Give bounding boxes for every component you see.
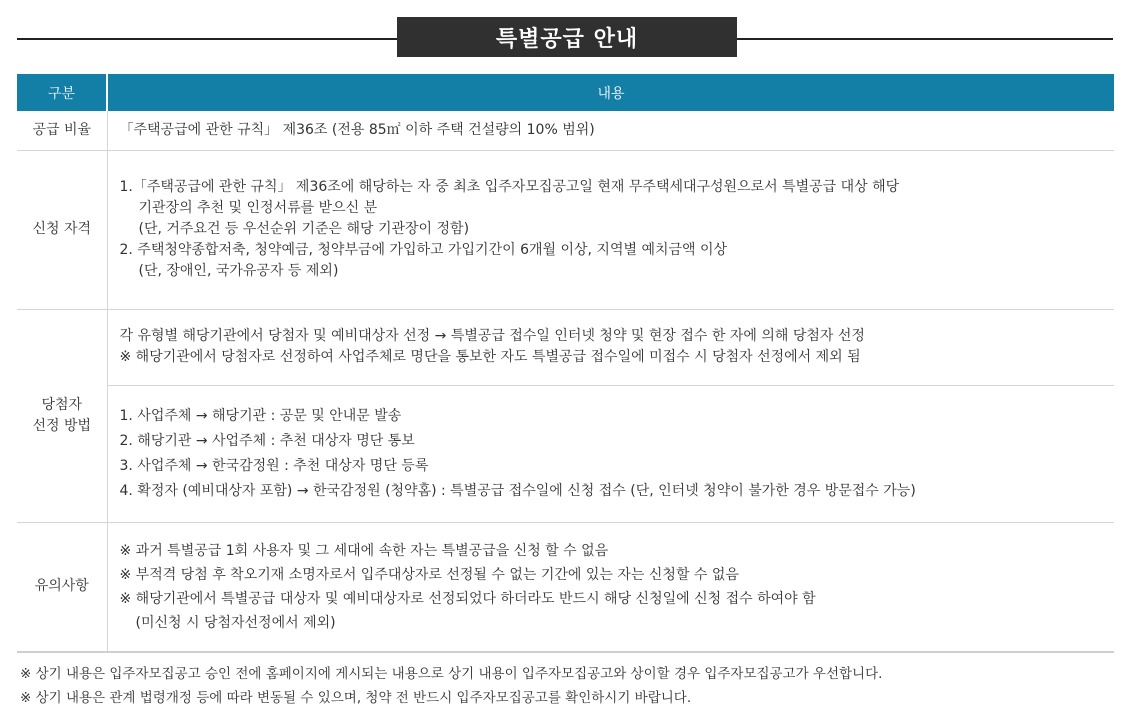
notice-line-2: ※ 부적격 당첨 후 착오기재 소명자로서 입주대상자로 선정될 수 없는 기간에 있는 자는 신청할 수 없음 [119,566,739,583]
row-label-selection [17,309,107,522]
row-label-qualification: 신청 자격 [17,150,107,309]
selection-step-1: 1. 사업주체 → 해당기관 : 공문 및 안내문 발송 [119,407,402,424]
selection-part1-line-1: 각 유형별 해당기관에서 당첨자 및 예비대상자 선정 → 특별공급 접수일 인터넷 청약 및 현장 접수 한 자에 의해 당첨자 선정 [119,328,865,344]
selection-step-2: 2. 해당기관 → 사업주체 : 추천 대상자 명단 통보 [119,432,415,449]
page-title: 특별공급 안내 [397,17,737,57]
ratio-text: 「주택공급에 관한 규칙」 제36조 (전용 85㎡ 이하 주택 건설량의 10% 범위) [107,111,1114,150]
selection-step-4: 4. 확정자 (예비대상자 포함) → 한국감정원 (청약홈) : 특별공급 접수일에 신청 접수 (단, 인터넷 청약이 불가한 경우 방문접수 가능) [119,482,916,499]
footnotes [20,662,882,710]
table-row-ratio [17,111,1114,150]
qualification-content [107,150,1114,309]
selection-part1 [107,309,1114,385]
row-label-selection-line2: 선정 방법 [32,417,92,434]
selection-step-3: 3. 사업주체 → 한국감정원 : 추천 대상자 명단 등록 [119,457,429,474]
row-label-ratio: 공급 비율 [17,111,107,150]
column-header-category: 구분 [17,74,107,111]
table-row-selection-part1 [17,309,1114,385]
qualification-line-2: 기관장의 추천 및 인정서류를 받으신 분 [138,200,378,216]
selection-part2 [107,385,1114,522]
footnote-2: ※ 상기 내용은 관계 법령개정 등에 따라 변동될 수 있으며, 청약 전 반드시 입주자모집공고를 확인하시기 바랍니다. [20,690,692,706]
table-row-notice [17,522,1114,652]
notice-content [107,522,1114,652]
row-label-selection-line1: 당첨자 [41,396,83,413]
title-section [17,17,1113,57]
row-label-notice: 유의사항 [17,522,107,652]
selection-part1-line-2: ※ 해당기관에서 당첨자로 선정하여 사업주체로 명단을 통보한 자도 특별공급 접수일에 미접수 시 당첨자 선정에서 제외 됨 [119,349,861,365]
qualification-line-4: 2. 주택청약종합저축, 청약예금, 청약부금에 가입하고 가입기간이 6개월 이상, 지역별 예치금액 이상 [119,242,728,258]
column-header-content: 내용 [107,74,1114,111]
table-header-row [17,74,1114,111]
special-supply-table [17,74,1114,653]
footnote-1: ※ 상기 내용은 입주자모집공고 승인 전에 홈페이지에 게시되는 내용으로 상기 내용이 입주자모집공고와 상이할 경우 입주자모집공고가 우선합니다. [20,666,883,682]
qualification-line-1: 1.「주택공급에 관한 규칙」 제36조에 해당하는 자 중 최초 입주자모집공고일 현재 무주택세대구성원으로서 특별공급 대상 해당 [119,179,900,195]
notice-line-1: ※ 과거 특별공급 1회 사용자 및 그 세대에 속한 자는 특별공급을 신청 할 수 없음 [119,542,609,559]
qualification-line-3: (단, 거주요건 등 우선순위 기준은 해당 기관장이 정함) [138,221,470,237]
table-row-selection-part2 [17,385,1114,522]
table-row-qualification [17,150,1114,309]
notice-line-3: ※ 해당기관에서 특별공급 대상자 및 예비대상자로 선정되었다 하더라도 반드시 해당 신청일에 신청 접수 하여야 함 [119,590,816,607]
qualification-line-5: (단, 장애인, 국가유공자 등 제외) [138,263,339,279]
notice-line-4: (미신청 시 당첨자선정에서 제외) [135,614,336,631]
